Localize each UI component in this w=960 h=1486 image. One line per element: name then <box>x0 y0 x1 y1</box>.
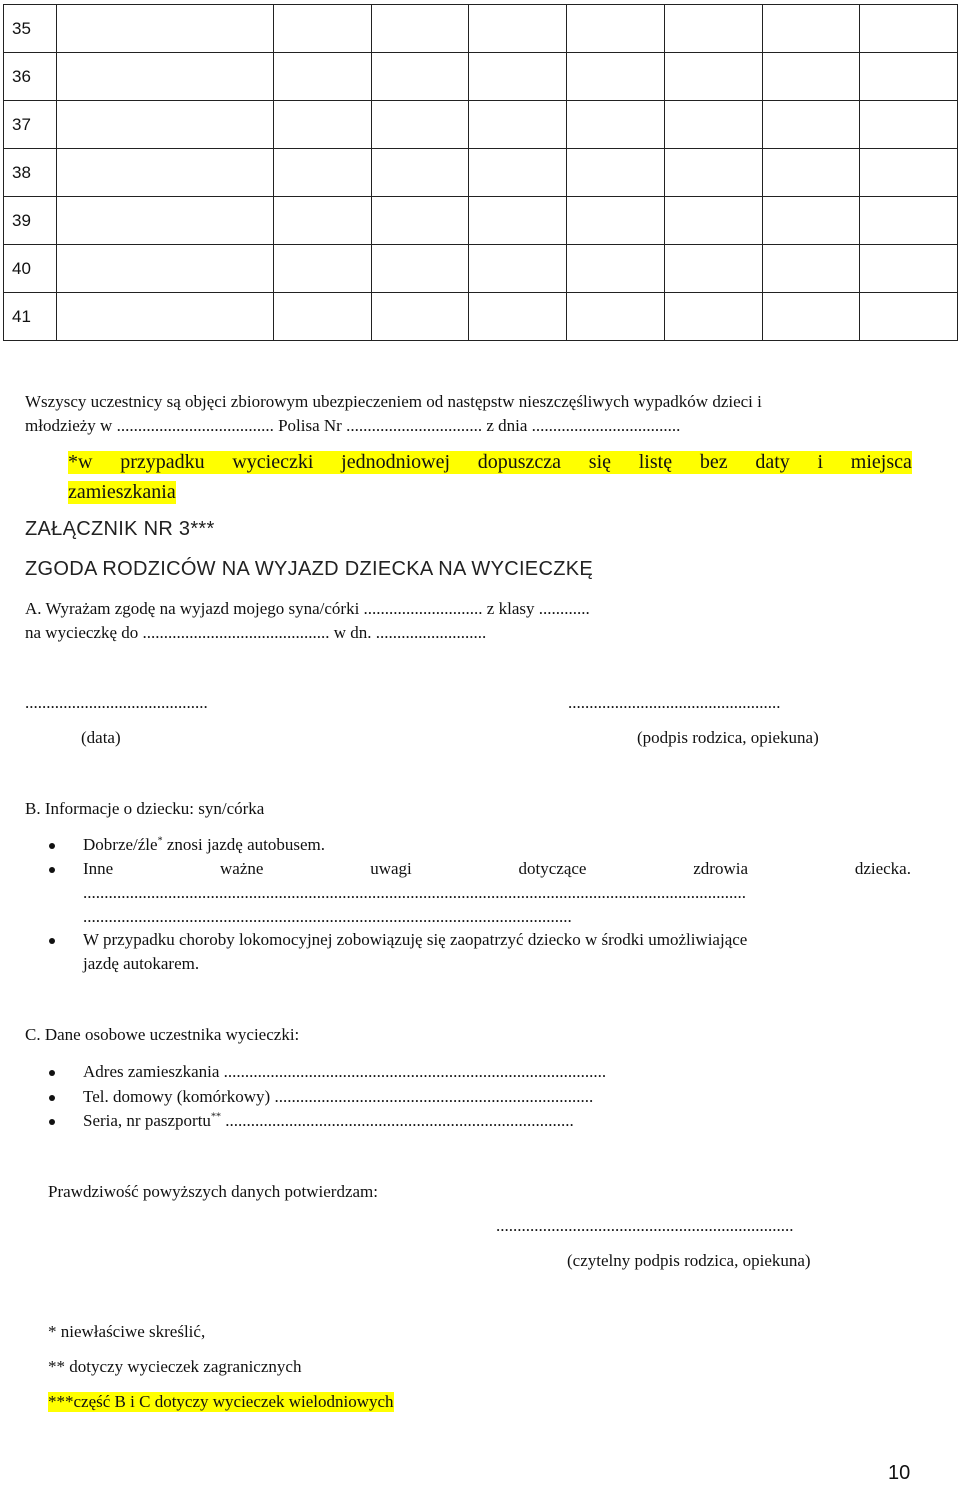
table-cell <box>567 5 665 53</box>
one-day-trip-note-line-1 <box>68 451 912 474</box>
table-cell <box>860 149 958 197</box>
table-cell <box>371 53 469 101</box>
participants-table <box>3 4 958 341</box>
section-b-heading: B. Informacje o dziecku: syn/córka <box>25 799 265 818</box>
table-cell <box>274 149 372 197</box>
table-cell <box>274 245 372 293</box>
motion-sickness-item-line-2: jazdę autokarem. <box>83 954 200 973</box>
health-notes-dots-2: ................................................................................................................... <box>83 907 572 926</box>
row-number-cell: 38 <box>4 149 57 197</box>
row-number-cell: 35 <box>4 5 57 53</box>
health-notes-word: Inne <box>83 859 114 878</box>
table-cell <box>274 293 372 341</box>
note-word: bez <box>699 451 728 473</box>
table-cell <box>762 101 860 149</box>
table-cell <box>762 149 860 197</box>
table-cell <box>274 53 372 101</box>
row-number-cell: 39 <box>4 197 57 245</box>
table-cell <box>567 293 665 341</box>
table-cell <box>371 197 469 245</box>
passport-field: Seria, nr paszportu** .................................................................................. <box>83 1111 574 1130</box>
table-cell <box>567 53 665 101</box>
row-number-cell: 37 <box>4 101 57 149</box>
table-cell <box>567 197 665 245</box>
note-word: jednodniowej <box>341 451 451 473</box>
table-row <box>4 293 958 341</box>
health-notes-word: ważne <box>220 859 264 878</box>
table-cell <box>57 293 274 341</box>
table-cell <box>371 293 469 341</box>
note-word: wycieczki <box>232 451 314 473</box>
table-cell <box>664 197 762 245</box>
footnote-1: * niewłaściwe skreślić, <box>48 1322 206 1341</box>
bullet-icon <box>49 1070 55 1076</box>
table-cell <box>860 101 958 149</box>
health-notes-word: zdrowia <box>693 859 749 878</box>
table-cell <box>762 245 860 293</box>
page-number: 10 <box>888 1462 911 1484</box>
date-dots: ........................................... <box>25 693 208 712</box>
table-cell <box>469 101 567 149</box>
travel-tolerance-item: Dobrze/źle* znosi jazdę autobusem. <box>83 835 325 854</box>
table-cell <box>57 197 274 245</box>
table-cell <box>664 149 762 197</box>
motion-sickness-item-line-1: W przypadku choroby lokomocyjnej zobowiązuję się zaopatrzyć dziecko w środki umożliwiające <box>83 930 748 949</box>
table-cell <box>274 197 372 245</box>
row-number-cell: 40 <box>4 245 57 293</box>
footnote-2: ** dotyczy wycieczek zagranicznych <box>48 1357 302 1376</box>
table-cell <box>371 245 469 293</box>
table-cell <box>664 245 762 293</box>
note-word: i <box>817 451 824 473</box>
table-cell <box>762 5 860 53</box>
row-number-cell: 36 <box>4 53 57 101</box>
health-notes-item <box>83 859 911 879</box>
note-word: listę <box>638 451 673 473</box>
table-row <box>4 5 958 53</box>
consent-line-1: A. Wyrażam zgodę na wyjazd mojego syna/córki ............................ z klasy ............ <box>25 599 590 618</box>
table-cell <box>762 197 860 245</box>
table-cell <box>371 5 469 53</box>
insurance-line-2: młodzieży w ..................................... Polisa Nr ................................ z dnia ................................... <box>25 416 681 435</box>
table-cell <box>274 5 372 53</box>
phone-field: Tel. domowy (komórkowy) ........................................................................... <box>83 1087 594 1106</box>
table-cell <box>860 245 958 293</box>
bullet-icon <box>49 1119 55 1125</box>
table-row <box>4 149 958 197</box>
table-row <box>4 245 958 293</box>
parent-signature-dots: .................................................. <box>568 693 781 712</box>
table-cell <box>469 293 567 341</box>
table-cell <box>664 101 762 149</box>
note-word: przypadku <box>120 451 205 473</box>
table-cell <box>664 5 762 53</box>
table-cell <box>57 149 274 197</box>
row-number-cell: 41 <box>4 293 57 341</box>
note-word: miejsca <box>850 451 912 473</box>
consent-line-2: na wycieczkę do ............................................ w dn. .......................... <box>25 623 487 642</box>
table-row <box>4 197 958 245</box>
table-cell <box>762 53 860 101</box>
table-row <box>4 53 958 101</box>
table-cell <box>469 149 567 197</box>
table-cell <box>860 53 958 101</box>
table-cell <box>371 101 469 149</box>
one-day-trip-note-line-2: zamieszkania <box>68 481 176 503</box>
section-c-heading: C. Dane osobowe uczestnika wycieczki: <box>25 1025 300 1044</box>
bullet-icon <box>49 843 55 849</box>
table-cell <box>567 245 665 293</box>
health-notes-word: dotyczące <box>518 859 587 878</box>
address-field: Adres zamieszkania .......................................................................................... <box>83 1062 607 1081</box>
legible-signature-label: (czytelny podpis rodzica, opiekuna) <box>567 1251 811 1270</box>
table-cell <box>664 53 762 101</box>
attachment-title: ZAŁĄCZNIK NR 3*** <box>25 518 215 540</box>
table-cell <box>371 149 469 197</box>
bullet-icon <box>49 938 55 944</box>
table-cell <box>57 5 274 53</box>
table-cell <box>274 101 372 149</box>
date-label: (data) <box>81 728 121 747</box>
note-word: daty <box>755 451 790 473</box>
table-cell <box>469 245 567 293</box>
table-row <box>4 101 958 149</box>
table-cell <box>860 197 958 245</box>
table-cell <box>860 5 958 53</box>
footnote-3: ***część B i C dotyczy wycieczek wielodniowych <box>48 1392 394 1411</box>
table-cell <box>664 293 762 341</box>
health-notes-dots-1: ............................................................................................................................................................ <box>83 883 746 902</box>
insurance-line-1: Wszyscy uczestnicy są objęci zbiorowym ubezpieczeniem od następstw nieszczęśliwych wypadków dzieci i <box>25 392 762 411</box>
table-cell <box>469 197 567 245</box>
table-cell <box>57 53 274 101</box>
confirmation-text: Prawdziwość powyższych danych potwierdzam: <box>48 1182 378 1201</box>
table-cell <box>57 245 274 293</box>
bullet-icon <box>49 867 55 873</box>
table-cell <box>567 101 665 149</box>
table-cell <box>762 293 860 341</box>
table-cell <box>57 101 274 149</box>
bullet-icon <box>49 1095 55 1101</box>
note-word: dopuszcza <box>477 451 562 473</box>
parent-signature-label: (podpis rodzica, opiekuna) <box>637 728 819 747</box>
health-notes-word: dziecka. <box>854 859 911 878</box>
health-notes-word: uwagi <box>370 859 412 878</box>
legible-signature-dots: ...................................................................... <box>496 1216 794 1235</box>
table-cell <box>567 149 665 197</box>
attachment-subtitle: ZGODA RODZICÓW NA WYJAZD DZIECKA NA WYCIECZKĘ <box>25 558 593 580</box>
table-cell <box>469 53 567 101</box>
note-word: się <box>588 451 612 473</box>
table-cell <box>860 293 958 341</box>
table-cell <box>469 5 567 53</box>
note-word: *w <box>68 451 93 473</box>
